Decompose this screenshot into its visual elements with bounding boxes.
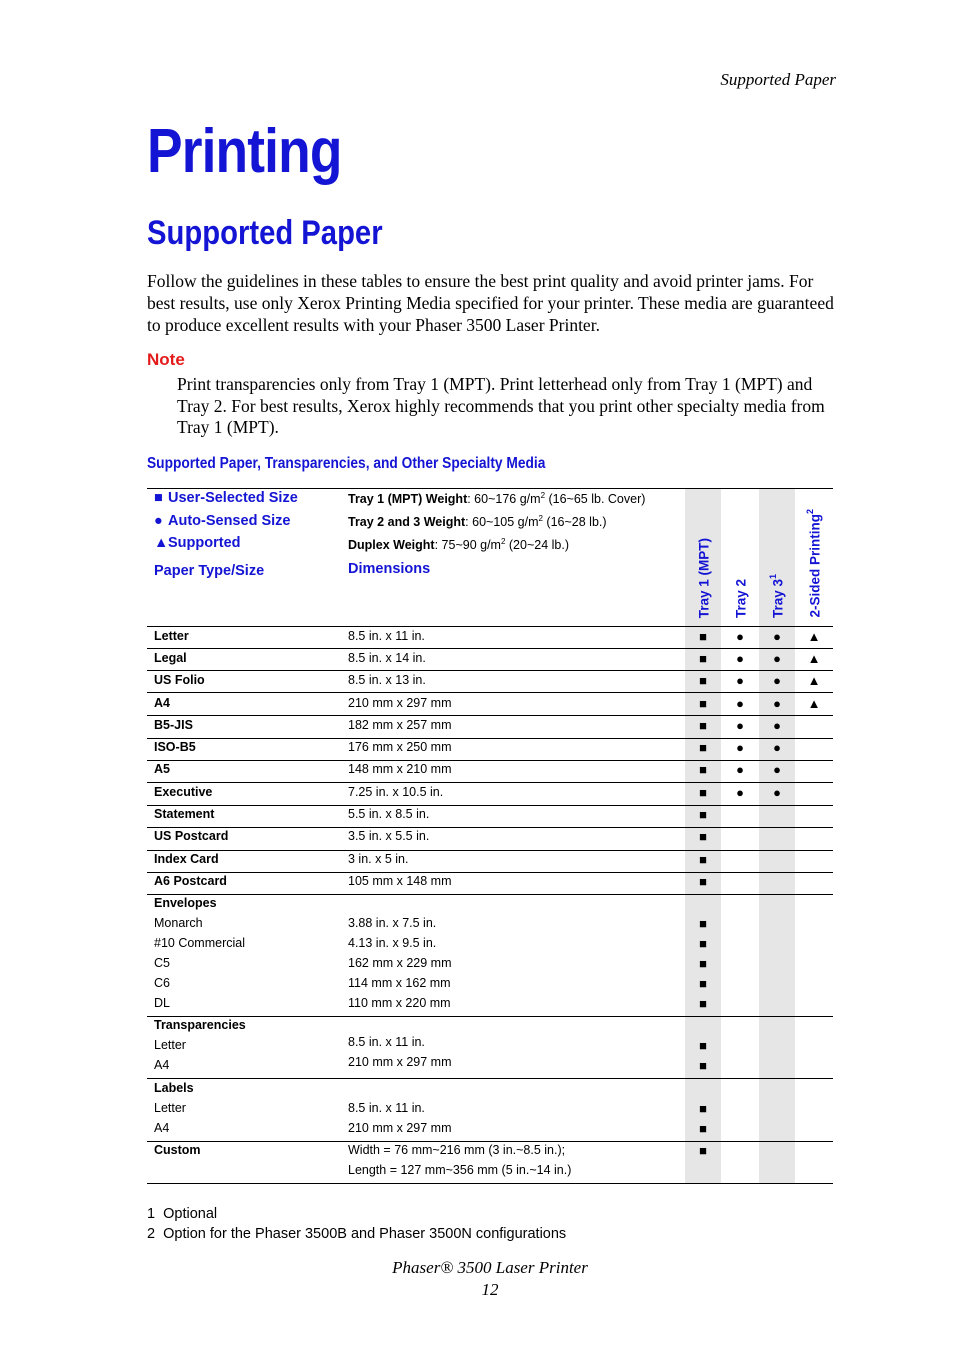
- paper-type: Statement: [154, 807, 215, 821]
- col-header-label: 2-Sided Printing: [807, 514, 823, 618]
- circle-icon: ●: [154, 513, 163, 529]
- col-header-label: Tray 2: [733, 578, 749, 618]
- dimensions: 8.5 in. x 11 in.: [348, 629, 425, 643]
- dimensions: 4.13 in. x 9.5 in.: [348, 936, 437, 950]
- col-header-tray1: [694, 538, 712, 618]
- paper-type: A4: [154, 1058, 170, 1072]
- legend-label: Supported: [168, 535, 241, 551]
- tray2-mark: ●: [736, 651, 744, 666]
- paper-type: A5: [154, 762, 170, 776]
- paper-type: A4: [154, 696, 170, 710]
- tray1-mark: ■: [699, 1143, 707, 1158]
- tray3-mark: ●: [773, 651, 781, 666]
- section-title: Supported Paper: [147, 214, 383, 252]
- spec-value: : 60~105 g/m: [465, 515, 539, 530]
- supported-paper-table: [147, 488, 833, 1184]
- paper-type: ISO-B5: [154, 740, 196, 754]
- dimensions-width: Width = 76 mm~216 mm (3 in.~8.5 in.);: [348, 1143, 566, 1157]
- table-rule: [147, 488, 833, 489]
- table-rule: [147, 1141, 833, 1142]
- col-header-duplex: [805, 509, 823, 618]
- footnote-text: Option for the Phaser 3500B and Phaser 3500N configurations: [163, 1225, 567, 1242]
- dimensions: 210 mm x 297 mm: [348, 696, 452, 710]
- table-rule: [147, 894, 833, 895]
- dimensions: 5.5 in. x 8.5 in.: [348, 807, 430, 821]
- dimensions: 105 mm x 148 mm: [348, 874, 452, 888]
- note-title: Note: [147, 350, 185, 369]
- paper-type: Legal: [154, 651, 187, 665]
- dimensions: 3.88 in. x 7.5 in.: [348, 916, 437, 930]
- tray3-mark: ●: [773, 696, 781, 711]
- table-rule: [147, 1078, 833, 1079]
- dimensions: 110 mm x 220 mm: [348, 996, 451, 1010]
- table-rule: [147, 782, 833, 783]
- tray2-mark: ●: [736, 762, 744, 777]
- paper-type: Letter: [154, 629, 189, 643]
- col-header-tray2: [731, 579, 749, 618]
- tray2-mark: ●: [736, 785, 744, 800]
- dimensions: 162 mm x 229 mm: [348, 956, 452, 970]
- table-rule: [147, 738, 833, 739]
- paper-type: Letter: [154, 1038, 186, 1052]
- paper-type: US Folio: [154, 673, 205, 687]
- footnote-number: 2: [147, 1225, 156, 1242]
- tray1-mark: ■: [699, 718, 707, 733]
- legend-label: User-Selected Size: [168, 490, 298, 506]
- tray1-mark: ■: [699, 1101, 707, 1116]
- group-title: Labels: [154, 1081, 194, 1095]
- table-title: Supported Paper, Transparencies, and Other Specialty Media: [147, 455, 546, 472]
- tray1-mark: ■: [699, 1038, 707, 1053]
- tray1-mark: ■: [699, 976, 707, 991]
- footnote: [147, 1225, 566, 1245]
- tray1-mark: ■: [699, 740, 707, 755]
- footnote: [147, 1205, 566, 1225]
- tray3-mark: ●: [773, 718, 781, 733]
- dimensions-length: Length = 127 mm~356 mm (5 in.~14 in.): [348, 1163, 572, 1177]
- type-size-header: Paper Type/Size: [154, 563, 265, 579]
- spec-value: (20~24 lb.): [505, 538, 570, 553]
- paper-type: A6 Postcard: [154, 874, 227, 888]
- spec-sup: 2: [500, 537, 506, 546]
- table-rule: [147, 1016, 833, 1017]
- dimensions: 3.5 in. x 5.5 in.: [348, 829, 430, 843]
- tray1-mark: ■: [699, 996, 707, 1011]
- table-rule: [147, 648, 833, 649]
- spec-sup: 2: [538, 514, 543, 523]
- tray3-mark: ●: [773, 785, 781, 800]
- tray2-mark: ●: [736, 696, 744, 711]
- tray1-mark: ■: [699, 916, 707, 931]
- col-header-sup: 2: [805, 509, 815, 515]
- spec-value: : 60~176 g/m: [467, 492, 541, 507]
- page-number: 12: [481, 1280, 499, 1299]
- dimensions: 7.25 in. x 10.5 in.: [348, 785, 444, 799]
- table-rule: [147, 872, 833, 873]
- page-footer: [340, 1257, 640, 1301]
- footnote-text: Optional: [163, 1206, 218, 1222]
- paper-type: B5-JIS: [154, 718, 193, 732]
- spec-label: Tray 2 and 3 Weight: [348, 515, 466, 530]
- tray2-mark: ●: [736, 740, 744, 755]
- dimensions: 8.5 in. x 11 in.: [348, 1101, 425, 1115]
- tray2-mark: ●: [736, 673, 744, 688]
- col-header-sup: 1: [768, 573, 778, 579]
- table-rule: [147, 850, 833, 851]
- tray1-mark: ■: [699, 629, 707, 644]
- running-header: Supported Paper: [720, 70, 836, 89]
- paper-type: A4: [154, 1121, 170, 1135]
- chapter-title: Printing: [147, 117, 342, 186]
- paper-type: DL: [154, 996, 170, 1010]
- paper-type: C5: [154, 956, 170, 970]
- spec-value: : 75~90 g/m: [434, 538, 501, 553]
- dimensions: 8.5 in. x 13 in.: [348, 673, 426, 687]
- paper-type: Monarch: [154, 916, 203, 930]
- tray1-mark: ■: [699, 1121, 707, 1136]
- table-rule: [147, 670, 833, 671]
- paper-type: C6: [154, 976, 170, 990]
- square-icon: ■: [154, 490, 163, 506]
- dimensions: 114 mm x 162 mm: [348, 976, 451, 990]
- group-title: Envelopes: [154, 896, 217, 910]
- spec-label: Tray 1 (MPT) Weight: [348, 492, 468, 507]
- dimensions-header: Dimensions: [348, 561, 431, 577]
- tray1-mark: ■: [699, 874, 707, 889]
- tray1-mark: ■: [699, 807, 707, 822]
- tray3-mark: ●: [773, 629, 781, 644]
- tray2-mark: ●: [736, 718, 744, 733]
- paper-type: Executive: [154, 785, 213, 799]
- spec-label: Duplex Weight: [348, 538, 435, 553]
- dimensions: 148 mm x 210 mm: [348, 762, 452, 776]
- tray2-mark: ●: [736, 629, 744, 644]
- tray3-mark: ●: [773, 762, 781, 777]
- dimensions: 210 mm x 297 mm: [348, 1121, 452, 1135]
- duplex-mark: ▲: [807, 651, 821, 666]
- table-rule: [147, 692, 833, 693]
- tray3-mark: ●: [773, 673, 781, 688]
- col-header-tray3: [768, 574, 786, 618]
- footnotes: [147, 1205, 566, 1244]
- note-body: Print transparencies only from Tray 1 (MPT). Print letterhead only from Tray 1 (MPT) and Tray 2. For best results, Xerox highly recommends that you print other specialty media from Tray 1 (MPT).: [177, 374, 825, 437]
- footnote-number: 1: [147, 1206, 156, 1222]
- table-rule: [147, 1183, 833, 1184]
- table-rule: [147, 760, 833, 761]
- paper-type: US Postcard: [154, 829, 229, 843]
- spec-sup: 2: [540, 491, 546, 500]
- dimensions: 3 in. x 5 in.: [348, 852, 409, 866]
- group-title: Transparencies: [154, 1018, 246, 1032]
- footer-product: Phaser® 3500 Laser Printer: [392, 1258, 588, 1277]
- tray1-mark: ■: [699, 785, 707, 800]
- intro-paragraph: Follow the guidelines in these tables to ensure the best print quality and avoid printer jams. For best results, use only Xerox Printing Media specified for your printer. These media are guaranteed to produce excellent results with your Phaser 3500 Laser Printer.: [147, 271, 834, 335]
- tray1-mark: ■: [699, 696, 707, 711]
- dimensions: 182 mm x 257 mm: [348, 718, 452, 732]
- col-header-label: Tray 3: [770, 578, 786, 618]
- paper-type: Custom: [154, 1143, 201, 1157]
- table-rule: [147, 827, 833, 828]
- duplex-mark: ▲: [807, 629, 821, 644]
- spec-value: (16~65 lb. Cover): [545, 492, 646, 507]
- tray1-mark: ■: [699, 673, 707, 688]
- triangle-icon: ▲: [154, 535, 169, 551]
- col-header-label: Tray 1 (MPT): [696, 537, 712, 618]
- tray1-mark: ■: [699, 936, 707, 951]
- dimensions: 8.5 in. x 11 in.: [348, 1035, 425, 1049]
- tray1-mark: ■: [699, 829, 707, 844]
- tray1-mark: ■: [699, 651, 707, 666]
- table-rule: [147, 805, 833, 806]
- paper-type: #10 Commercial: [154, 936, 246, 950]
- dimensions: 210 mm x 297 mm: [348, 1055, 452, 1069]
- spec-value: (16~28 lb.): [542, 515, 607, 530]
- legend-label: Auto-Sensed Size: [168, 513, 291, 529]
- duplex-mark: ▲: [807, 696, 821, 711]
- tray1-mark: ■: [699, 1058, 707, 1073]
- duplex-mark: ▲: [807, 673, 821, 688]
- tray1-mark: ■: [699, 852, 707, 867]
- tray3-mark: ●: [773, 740, 781, 755]
- tray1-mark: ■: [699, 956, 707, 971]
- paper-type: Letter: [154, 1101, 186, 1115]
- table-rule: [147, 626, 833, 627]
- tray1-mark: ■: [699, 762, 707, 777]
- table-rule: [147, 715, 833, 716]
- column-headers: [147, 488, 833, 626]
- paper-type: Index Card: [154, 852, 219, 866]
- dimensions: 8.5 in. x 14 in.: [348, 651, 426, 665]
- dimensions: 176 mm x 250 mm: [348, 740, 452, 754]
